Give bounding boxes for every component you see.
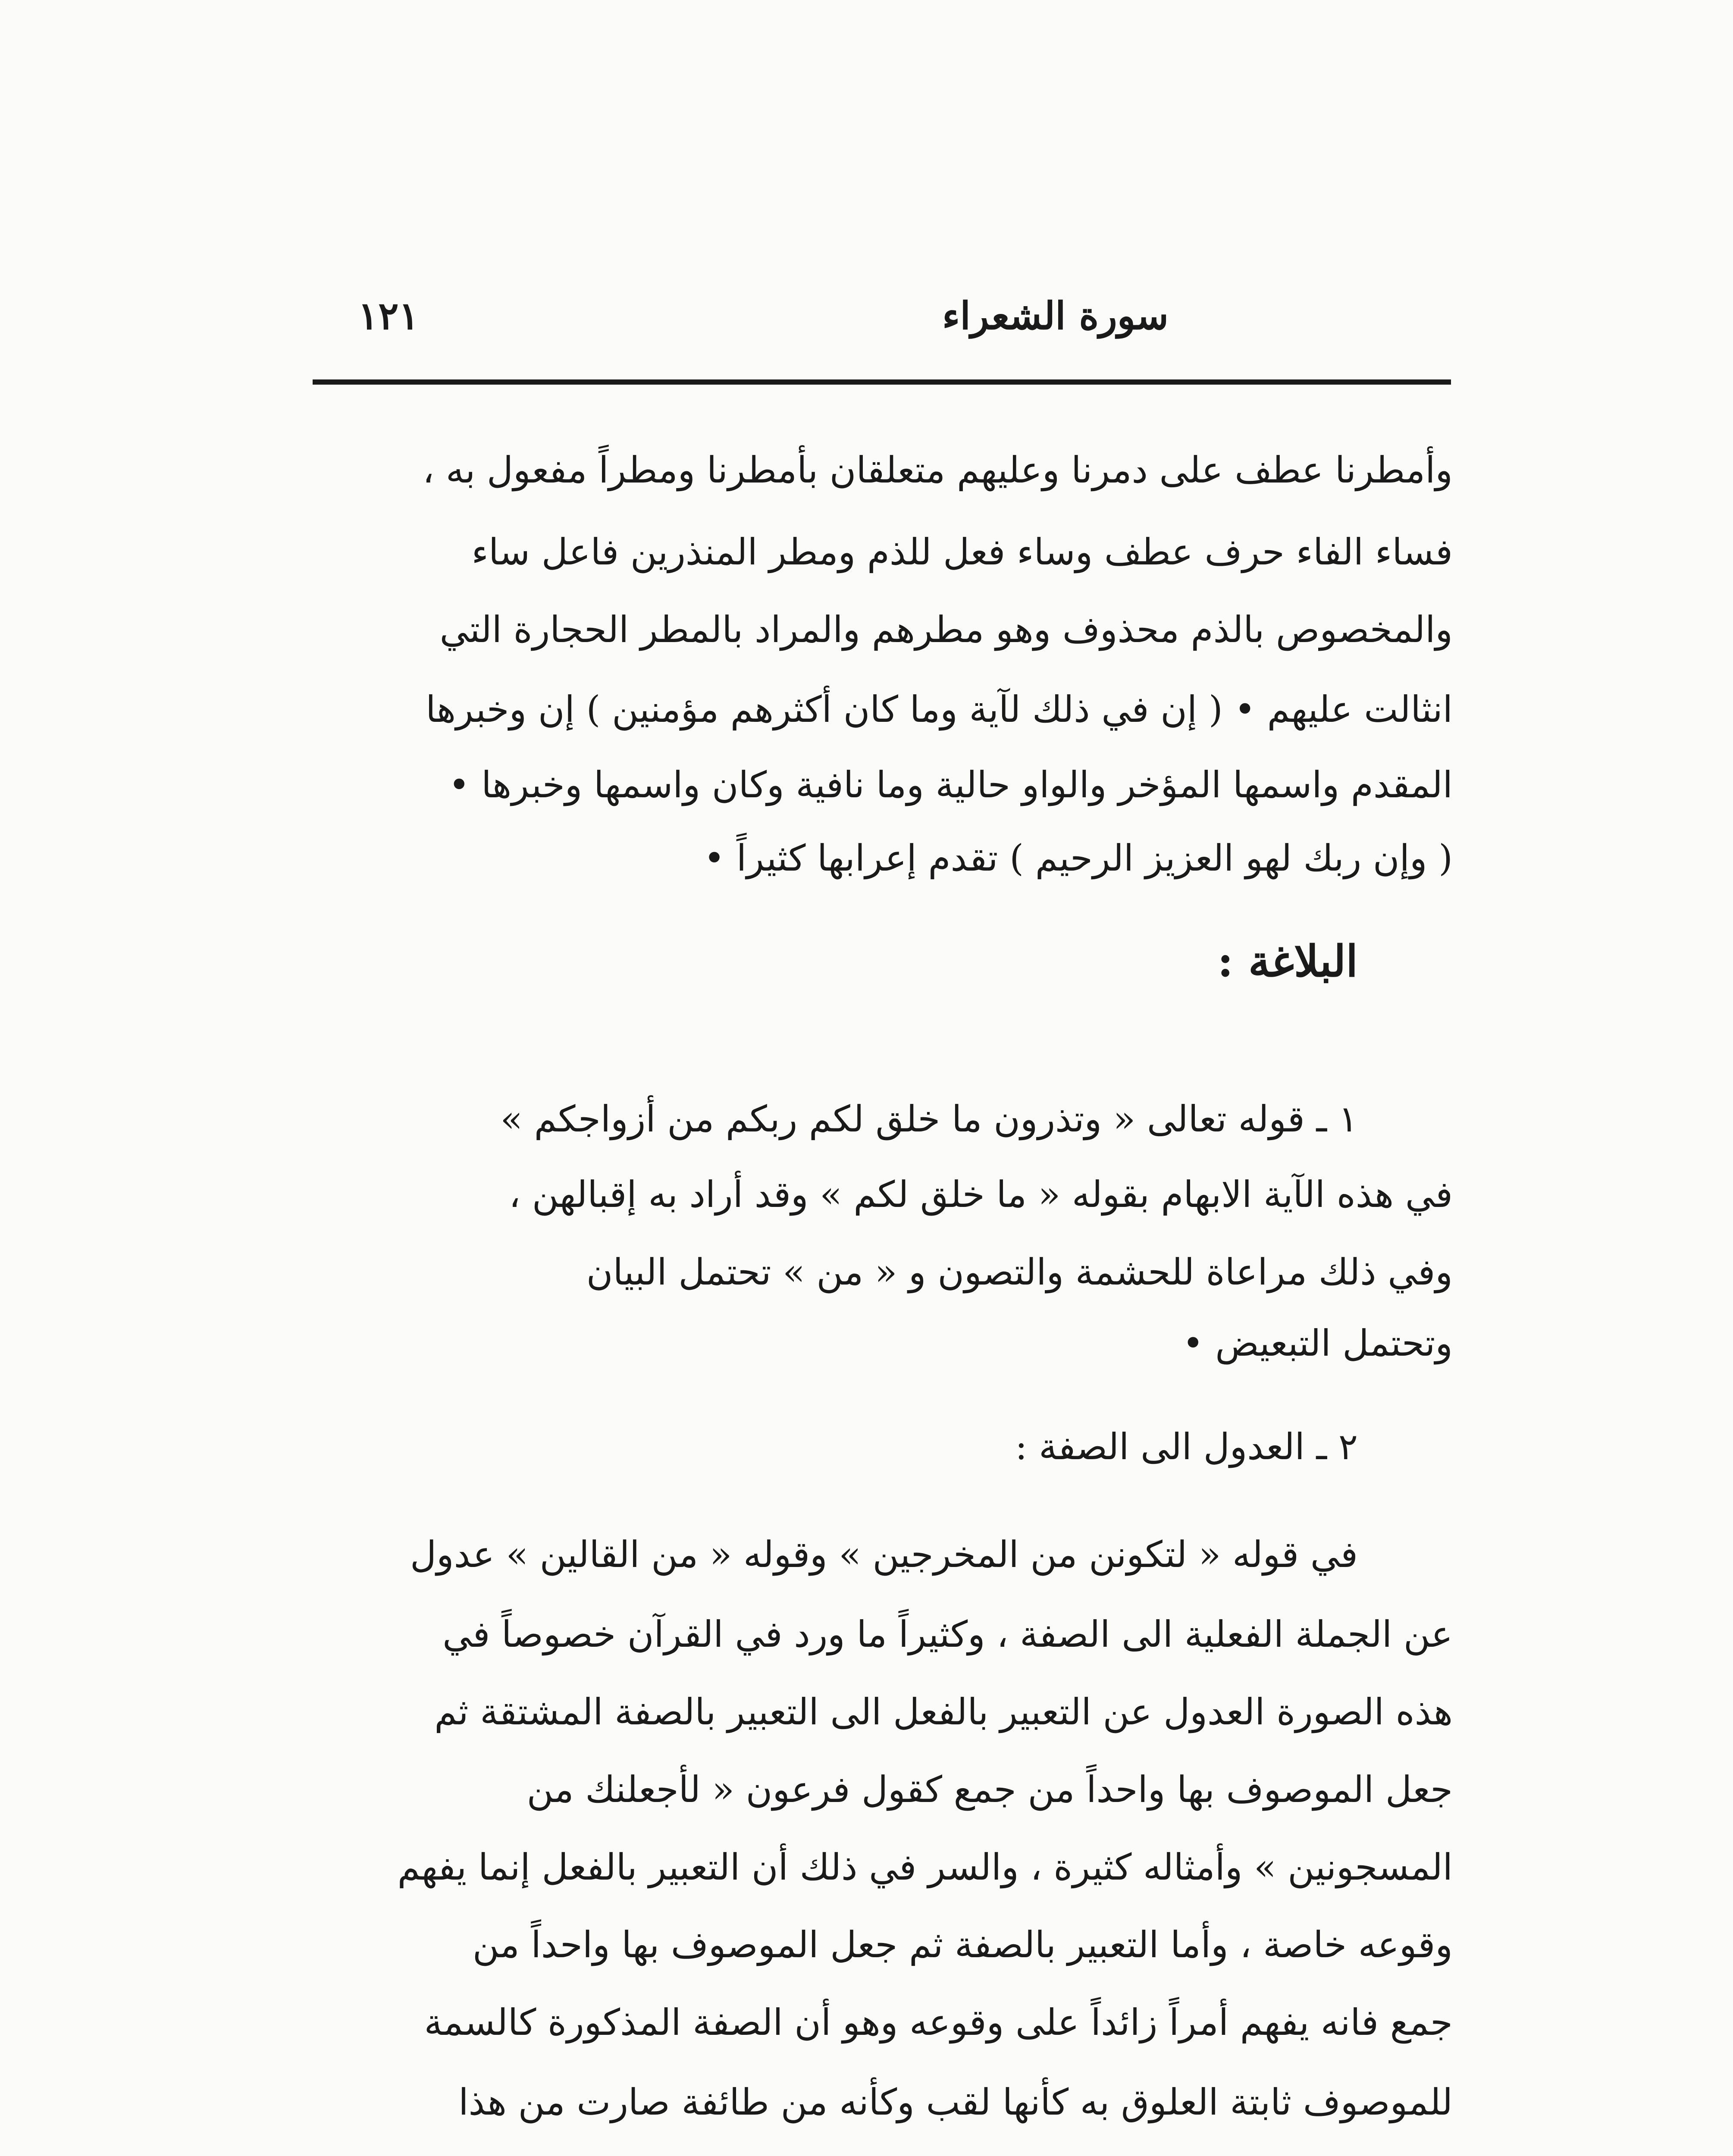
header-divider [313, 379, 1451, 385]
text-line: في هذه الآية الابهام بقوله « ما خلق لكم » وقد أراد به إقبالهن ، [509, 1173, 1453, 1216]
text-line: للموصوف ثابتة العلوق به كأنها لقب وكأنه من طائفة صارت من هذا [458, 2081, 1453, 2123]
text-line: والمخصوص بالذم محذوف وهو مطرهم والمراد بالمطر الحجارة التي [439, 608, 1453, 651]
text-line [469, 2150, 1453, 2156]
text-line: وتحتمل التبعيض • [1182, 1322, 1453, 1364]
text-line: ٢ ـ العدول الى الصفة : [1015, 1426, 1358, 1468]
text-line: المسجونين » وأمثاله كثيرة ، والسر في ذلك أن التعبير بالفعل إنما يفهم [397, 1846, 1453, 1888]
text-line: المقدم واسمها المؤخر والواو حالية وما نافية وكان واسمها وخبرها • [448, 764, 1453, 806]
text-line: فساء الفاء حرف عطف وساء فعل للذم ومطر المنذرين فاعل ساء [471, 531, 1453, 573]
text-line: وقوعه خاصة ، وأما التعبير بالصفة ثم جعل الموصوف بها واحداً من [472, 1924, 1453, 1966]
section-title: البلاغة : [1217, 936, 1358, 987]
text-line: انثالت عليهم • ( إن في ذلك لآية وما كان أكثرهم مؤمنين ) إن وخبرها [426, 688, 1453, 730]
text-line: عن الجملة الفعلية الى الصفة ، وكثيراً ما ورد في القرآن خصوصاً في [442, 1613, 1453, 1655]
page-header [310, 285, 1445, 371]
page-number: ١٢١ [358, 293, 419, 338]
text-line: ( وإن ربك لهو العزيز الرحيم ) تقدم إعرابها كثيراً • [703, 837, 1453, 879]
text-line: وفي ذلك مراعاة للحشمة والتصون و « من » تحتمل البيان [586, 1251, 1453, 1293]
text-line: في قوله « لتكونن من المخرجين » وقوله « من القالين » عدول [410, 1533, 1358, 1576]
text-line: وأمطرنا عطف على دمرنا وعليهم متعلقان بأمطرنا ومطراً مفعول به ، [423, 449, 1453, 491]
text-line: جمع فانه يفهم أمراً زائداً على وقوعه وهو أن الصفة المذكورة كالسمة [424, 2001, 1453, 2043]
running-title: سورة الشعراء [942, 293, 1169, 338]
text-line: هذه الصورة العدول عن التعبير بالفعل الى التعبير بالصفة المشتقة ثم [434, 1691, 1453, 1733]
text-line: ١ ـ قوله تعالى « وتذرون ما خلق لكم ربكم من أزواجكم » [500, 1098, 1358, 1140]
text-line: جعل الموصوف بها واحداً من جمع كقول فرعون « لأجعلنك من [526, 1768, 1453, 1811]
